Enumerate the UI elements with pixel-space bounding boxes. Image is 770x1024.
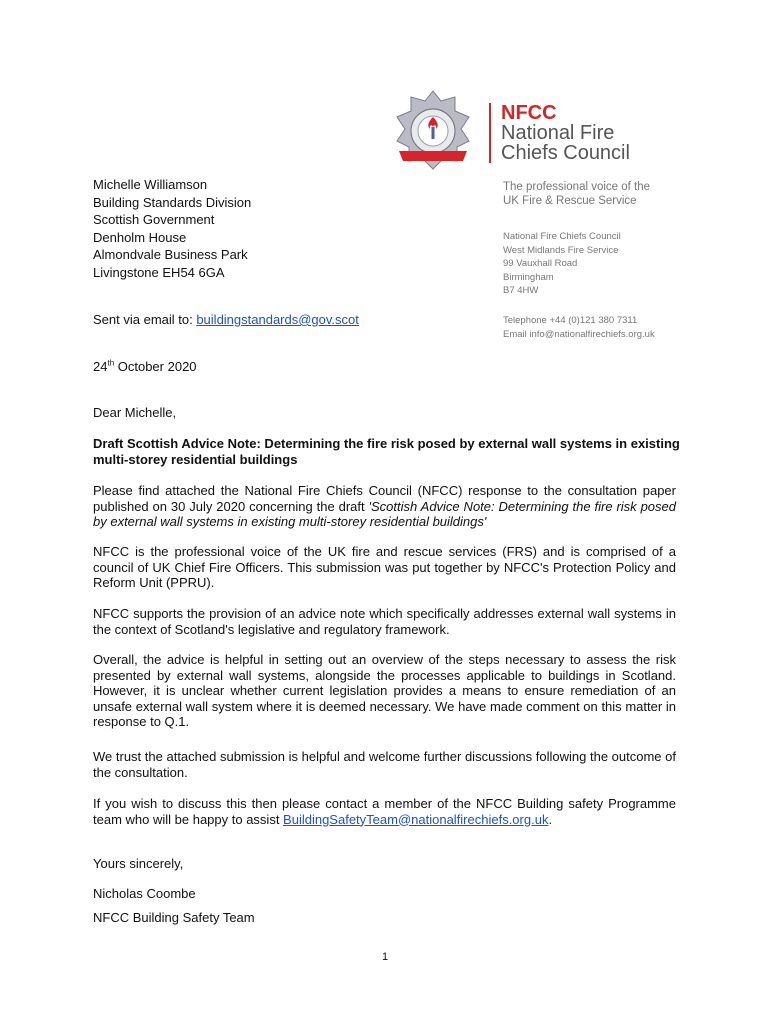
paragraph-2: NFCC is the professional voice of the UK fire and rescue services (FRS) and is comprised of a council of UK Chief Fire Officers. This submission was put together by NFCC's Protection Policy and Reform Unit (PPRU).: [93, 544, 676, 590]
sent-via-label: Sent via email to:: [93, 312, 197, 327]
sent-via-line: [93, 312, 676, 328]
paragraph-1: [93, 483, 676, 530]
paragraph-1-title: 'Scottish Advice Note: Determining the fire risk posed by external wall systems in existing multi-storey residential buildings': [93, 498, 676, 529]
paragraph-6-end: .: [548, 811, 553, 827]
recipient-line: Livingstone EH54 6GA: [93, 264, 225, 280]
salutation: Dear Michelle,: [93, 405, 177, 420]
paragraph-3: NFCC supports the provision of an advice note which specifically addresses external wall systems in the context of Scotland's legislative and regulatory framework.: [93, 606, 676, 637]
recipient-email-link[interactable]: buildingstandards@gov.scot: [196, 312, 359, 327]
date-suffix: th: [107, 358, 115, 368]
brand-acronym: NFCC: [501, 102, 557, 124]
telephone: Telephone +44 (0)121 380 7311: [503, 314, 638, 326]
date-day: 24: [93, 359, 108, 374]
nfcc-crest-logo: [388, 90, 478, 172]
recipient-line: Building Standards Division: [93, 194, 252, 210]
crest-banner: [399, 151, 467, 161]
sender-address: [503, 230, 763, 298]
address-line: 99 Vauxhall Road: [503, 258, 578, 270]
paragraph-6-text: If you wish to discuss this then please contact a member of the NFCC Building safety Programme team who will be happy to assist: [93, 796, 676, 827]
subject-line: Draft Scottish Advice Note: Determining the fire risk posed by external wall systems in existing multi-storey residential buildings: [93, 436, 680, 467]
page-number: 1: [381, 951, 389, 963]
brand-divider: [489, 103, 491, 163]
address-line: National Fire Chiefs Council: [503, 231, 621, 242]
contact-email: Email info@nationalfirechiefs.org.uk: [503, 328, 655, 340]
team-email-link[interactable]: BuildingSafetyTeam@nationalfirechiefs.org.uk: [283, 811, 549, 827]
address-line: West Midlands Fire Service: [503, 244, 619, 256]
paragraph-6: [93, 796, 676, 827]
brand-name-line1: National Fire: [501, 122, 615, 144]
tagline-line1: The professional voice of the: [503, 181, 651, 193]
tagline-line2: UK Fire & Rescue Service: [503, 195, 637, 207]
brand-name-line2: Chiefs Council: [501, 142, 630, 164]
recipient-line: Denholm House: [93, 229, 187, 245]
signatory-name: Nicholas Coombe: [93, 886, 196, 901]
address-line: Birmingham: [503, 271, 554, 283]
recipient-address: [93, 176, 251, 282]
paragraph-5: We trust the attached submission is helpful and welcome further discussions following the outcome of the consultation.: [93, 749, 676, 780]
address-line: B7 4HW: [503, 285, 539, 297]
brand-wordmark: [501, 103, 630, 163]
letter-date: [93, 359, 676, 375]
paragraph-4: Overall, the advice is helpful in setting out an overview of the steps necessary to assess the risk presented by external wall systems, alongside the processes applicable to buildings in Scotland. However, it is unclear whether current legislation provides a means to ensure remediation of an unsafe external wall system where it is deemed necessary. We have made comment on this matter in response to Q.1.: [93, 652, 676, 729]
recipient-line: Michelle Williamson: [93, 177, 208, 192]
date-rest: October 2020: [114, 359, 197, 374]
signatory-team: NFCC Building Safety Team: [93, 910, 255, 925]
recipient-line: Scottish Government: [93, 212, 215, 228]
closing: Yours sincerely,: [93, 856, 184, 871]
recipient-line: Almondvale Business Park: [93, 247, 248, 263]
paragraph-1-text: Please find attached the National Fire Chiefs Council (NFCC) response to the consultation paper published on 30 July 2020 concerning the draft: [93, 483, 676, 514]
